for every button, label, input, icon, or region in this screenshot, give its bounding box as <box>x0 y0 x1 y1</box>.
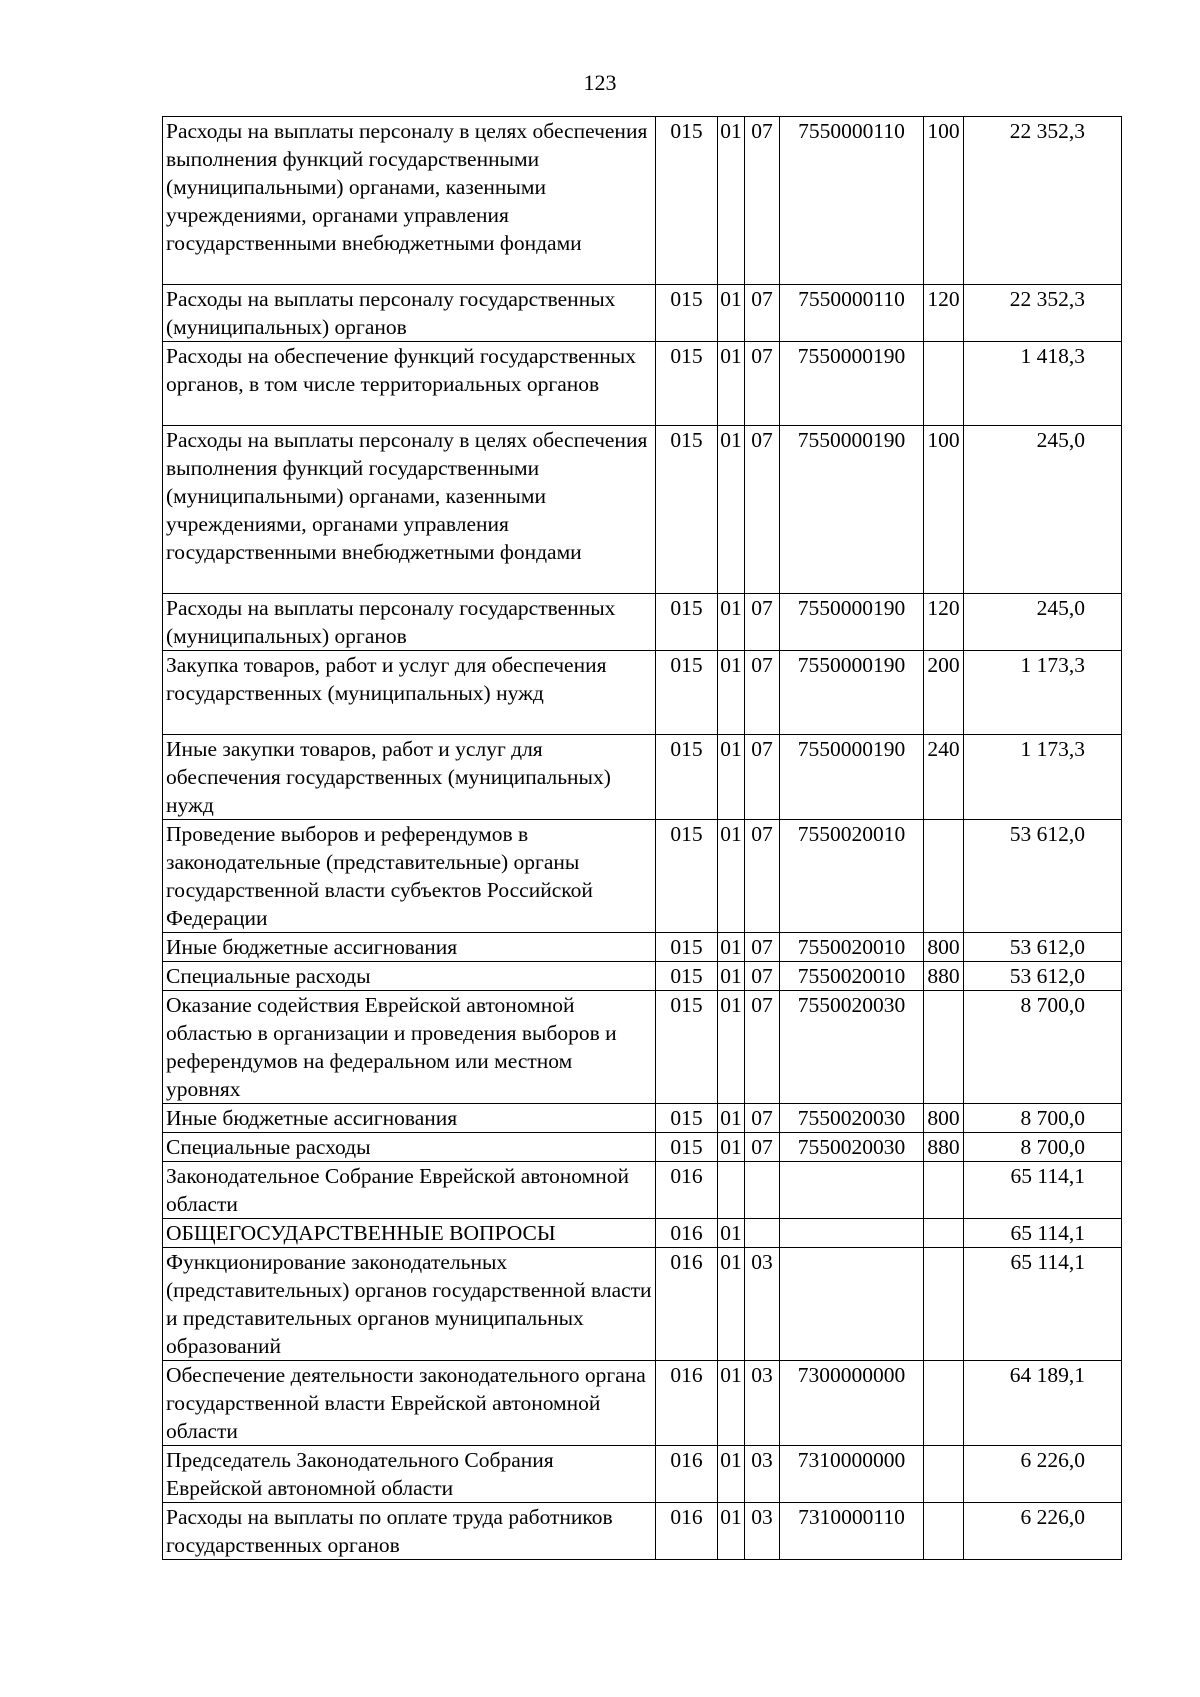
row-name-cell: Иные закупки товаров, работ и услуг для обеспечения государственных (муниципальных) нужд <box>163 735 656 820</box>
row-name-cell: Расходы на выплаты по оплате труда работников государственных органов <box>163 1503 656 1560</box>
ministry-code-cell: 016 <box>656 1248 718 1361</box>
table-row <box>163 117 1122 285</box>
table-row <box>163 1133 1122 1162</box>
section-code-cell: 01 <box>718 735 745 820</box>
section-code-cell: 01 <box>718 1503 745 1560</box>
expense-type-cell: 200 <box>924 651 964 735</box>
target-code-cell: 7550000190 <box>780 342 924 426</box>
amount-cell: 1 173,3 <box>964 651 1122 735</box>
expense-type-cell: 240 <box>924 735 964 820</box>
row-name-cell: Обеспечение деятельности законодательного органа государственной власти Еврейской автономной области <box>163 1361 656 1446</box>
subsection-code-cell <box>745 1162 780 1219</box>
subsection-code-cell: 03 <box>745 1248 780 1361</box>
table-row <box>163 1162 1122 1219</box>
ministry-code-cell: 015 <box>656 735 718 820</box>
amount-cell: 53 612,0 <box>964 933 1122 962</box>
section-code-cell: 01 <box>718 285 745 342</box>
target-code-cell: 7550000190 <box>780 735 924 820</box>
amount-cell: 8 700,0 <box>964 1104 1122 1133</box>
ministry-code-cell: 015 <box>656 342 718 426</box>
amount-cell: 8 700,0 <box>964 1133 1122 1162</box>
amount-cell: 53 612,0 <box>964 820 1122 933</box>
table-row <box>163 933 1122 962</box>
amount-cell: 1 173,3 <box>964 735 1122 820</box>
amount-cell: 65 114,1 <box>964 1219 1122 1248</box>
ministry-code-cell: 015 <box>656 285 718 342</box>
ministry-code-cell: 015 <box>656 426 718 594</box>
row-name-cell: Председатель Законодательного Собрания Еврейской автономной области <box>163 1446 656 1503</box>
section-code-cell: 01 <box>718 426 745 594</box>
row-name-cell: Расходы на выплаты персоналу в целях обеспечения выполнения функций государственными (муниципальными) органами, казенными учреждениями, органами управления государственными внебюджетными фондами <box>163 426 656 594</box>
amount-cell: 1 418,3 <box>964 342 1122 426</box>
row-name-cell: Расходы на выплаты персоналу в целях обеспечения выполнения функций государственными (муниципальными) органами, казенными учреждениями, органами управления государственными внебюджетными фондами <box>163 117 656 285</box>
section-code-cell: 01 <box>718 1133 745 1162</box>
expense-type-cell: 100 <box>924 117 964 285</box>
section-code-cell: 01 <box>718 1219 745 1248</box>
row-name-cell: Законодательное Собрание Еврейской автономной области <box>163 1162 656 1219</box>
table-row <box>163 820 1122 933</box>
subsection-code-cell: 07 <box>745 991 780 1104</box>
amount-cell: 245,0 <box>964 594 1122 651</box>
table-row <box>163 1503 1122 1560</box>
subsection-code-cell: 03 <box>745 1361 780 1446</box>
table-row <box>163 1104 1122 1133</box>
amount-cell: 6 226,0 <box>964 1503 1122 1560</box>
subsection-code-cell: 07 <box>745 1133 780 1162</box>
ministry-code-cell: 015 <box>656 1133 718 1162</box>
ministry-code-cell: 015 <box>656 820 718 933</box>
subsection-code-cell: 07 <box>745 820 780 933</box>
section-code-cell: 01 <box>718 991 745 1104</box>
subsection-code-cell <box>745 1219 780 1248</box>
section-code-cell: 01 <box>718 1446 745 1503</box>
target-code-cell <box>780 1162 924 1219</box>
table-row <box>163 651 1122 735</box>
page-number: 123 <box>583 70 617 95</box>
target-code-cell: 7310000110 <box>780 1503 924 1560</box>
table-row <box>163 1361 1122 1446</box>
row-name-cell: Иные бюджетные ассигнования <box>163 1104 656 1133</box>
expense-type-cell: 800 <box>924 933 964 962</box>
section-code-cell: 01 <box>718 117 745 285</box>
subsection-code-cell: 07 <box>745 594 780 651</box>
ministry-code-cell: 015 <box>656 594 718 651</box>
row-name-cell: Закупка товаров, работ и услуг для обеспечения государственных (муниципальных) нужд <box>163 651 656 735</box>
row-name-cell: ОБЩЕГОСУДАРСТВЕННЫЕ ВОПРОСЫ <box>163 1219 656 1248</box>
target-code-cell: 7550000110 <box>780 285 924 342</box>
expense-type-cell <box>924 342 964 426</box>
target-code-cell: 7550020030 <box>780 1133 924 1162</box>
subsection-code-cell: 07 <box>745 1104 780 1133</box>
amount-cell: 65 114,1 <box>964 1162 1122 1219</box>
amount-cell: 22 352,3 <box>964 285 1122 342</box>
expense-type-cell <box>924 1446 964 1503</box>
ministry-code-cell: 015 <box>656 933 718 962</box>
expense-type-cell: 800 <box>924 1104 964 1133</box>
row-name-cell: Специальные расходы <box>163 1133 656 1162</box>
table-row <box>163 342 1122 426</box>
table-row <box>163 426 1122 594</box>
table-body <box>163 117 1122 1560</box>
row-name-cell: Проведение выборов и референдумов в законодательные (представительные) органы государственной власти субъектов Российской Федерации <box>163 820 656 933</box>
row-name-cell: Расходы на выплаты персоналу государственных (муниципальных) органов <box>163 285 656 342</box>
target-code-cell: 7550020030 <box>780 1104 924 1133</box>
expense-type-cell <box>924 991 964 1104</box>
budget-table <box>162 116 1122 1560</box>
expense-type-cell <box>924 1361 964 1446</box>
amount-cell: 22 352,3 <box>964 117 1122 285</box>
row-name-cell: Специальные расходы <box>163 962 656 991</box>
section-code-cell: 01 <box>718 1104 745 1133</box>
table-row <box>163 1248 1122 1361</box>
table-row <box>163 285 1122 342</box>
ministry-code-cell: 016 <box>656 1361 718 1446</box>
target-code-cell: 7310000000 <box>780 1446 924 1503</box>
section-code-cell: 01 <box>718 933 745 962</box>
amount-cell: 6 226,0 <box>964 1446 1122 1503</box>
target-code-cell: 7300000000 <box>780 1361 924 1446</box>
amount-cell: 64 189,1 <box>964 1361 1122 1446</box>
subsection-code-cell: 07 <box>745 962 780 991</box>
target-code-cell: 7550000190 <box>780 594 924 651</box>
expense-type-cell <box>924 1162 964 1219</box>
expense-type-cell: 120 <box>924 285 964 342</box>
target-code-cell: 7550020010 <box>780 962 924 991</box>
table-row <box>163 735 1122 820</box>
row-name-cell: Оказание содействия Еврейской автономной областью в организации и проведения выборов и референдумов на федеральном или местном уровнях <box>163 991 656 1104</box>
target-code-cell: 7550000110 <box>780 117 924 285</box>
section-code-cell <box>718 1162 745 1219</box>
amount-cell: 8 700,0 <box>964 991 1122 1104</box>
table-row <box>163 1446 1122 1503</box>
target-code-cell: 7550020010 <box>780 933 924 962</box>
subsection-code-cell: 07 <box>745 285 780 342</box>
ministry-code-cell: 015 <box>656 1104 718 1133</box>
subsection-code-cell: 07 <box>745 342 780 426</box>
target-code-cell: 7550020030 <box>780 991 924 1104</box>
target-code-cell <box>780 1248 924 1361</box>
row-name-cell: Расходы на обеспечение функций государственных органов, в том числе территориальных органов <box>163 342 656 426</box>
subsection-code-cell: 07 <box>745 735 780 820</box>
amount-cell: 245,0 <box>964 426 1122 594</box>
expense-type-cell: 880 <box>924 962 964 991</box>
target-code-cell: 7550000190 <box>780 426 924 594</box>
expense-type-cell: 120 <box>924 594 964 651</box>
subsection-code-cell: 07 <box>745 933 780 962</box>
subsection-code-cell: 03 <box>745 1446 780 1503</box>
expense-type-cell: 880 <box>924 1133 964 1162</box>
ministry-code-cell: 016 <box>656 1162 718 1219</box>
table-row <box>163 991 1122 1104</box>
target-code-cell: 7550000190 <box>780 651 924 735</box>
expense-type-cell <box>924 820 964 933</box>
amount-cell: 65 114,1 <box>964 1248 1122 1361</box>
subsection-code-cell: 07 <box>745 117 780 285</box>
section-code-cell: 01 <box>718 1361 745 1446</box>
row-name-cell: Функционирование законодательных (представительных) органов государственной власти и представительных органов муниципальных образований <box>163 1248 656 1361</box>
ministry-code-cell: 016 <box>656 1503 718 1560</box>
subsection-code-cell: 07 <box>745 426 780 594</box>
ministry-code-cell: 016 <box>656 1446 718 1503</box>
amount-cell: 53 612,0 <box>964 962 1122 991</box>
section-code-cell: 01 <box>718 820 745 933</box>
ministry-code-cell: 015 <box>656 962 718 991</box>
subsection-code-cell: 07 <box>745 651 780 735</box>
table-row <box>163 962 1122 991</box>
target-code-cell <box>780 1219 924 1248</box>
section-code-cell: 01 <box>718 1248 745 1361</box>
table-row <box>163 594 1122 651</box>
ministry-code-cell: 016 <box>656 1219 718 1248</box>
ministry-code-cell: 015 <box>656 651 718 735</box>
ministry-code-cell: 015 <box>656 117 718 285</box>
row-name-cell: Расходы на выплаты персоналу государственных (муниципальных) органов <box>163 594 656 651</box>
target-code-cell: 7550020010 <box>780 820 924 933</box>
ministry-code-cell: 015 <box>656 991 718 1104</box>
row-name-cell: Иные бюджетные ассигнования <box>163 933 656 962</box>
subsection-code-cell: 03 <box>745 1503 780 1560</box>
expense-type-cell <box>924 1503 964 1560</box>
table-row <box>163 1219 1122 1248</box>
section-code-cell: 01 <box>718 651 745 735</box>
expense-type-cell <box>924 1248 964 1361</box>
section-code-cell: 01 <box>718 594 745 651</box>
expense-type-cell <box>924 1219 964 1248</box>
section-code-cell: 01 <box>718 342 745 426</box>
expense-type-cell: 100 <box>924 426 964 594</box>
section-code-cell: 01 <box>718 962 745 991</box>
